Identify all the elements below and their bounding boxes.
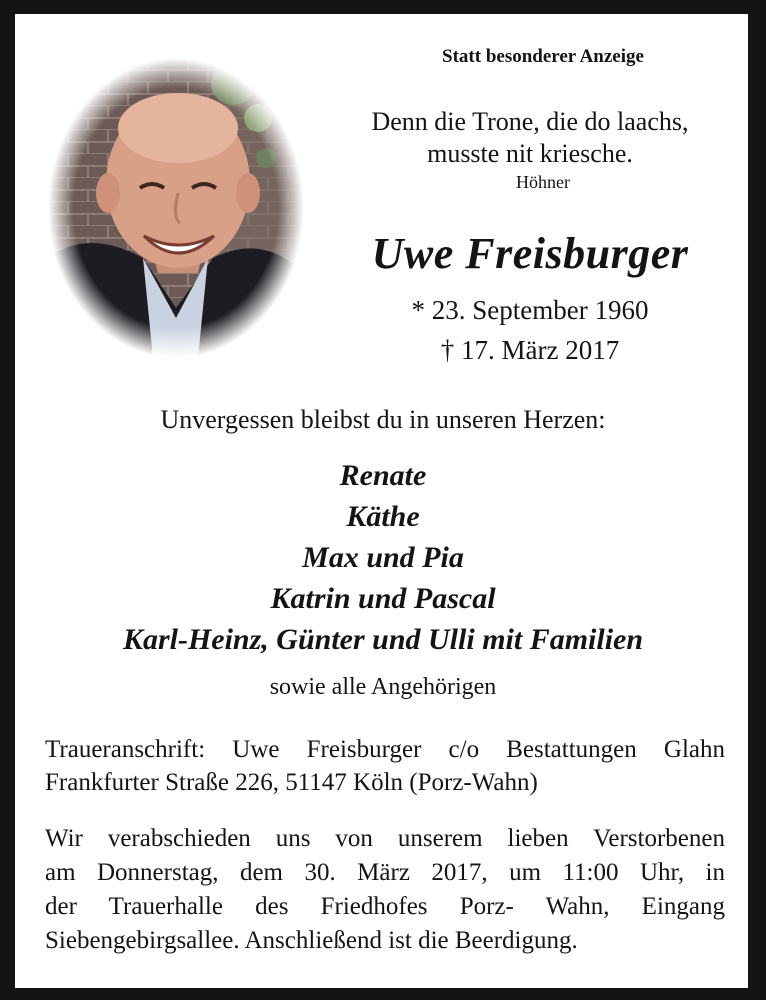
deceased-name: Uwe Freisburger bbox=[371, 229, 689, 278]
ceremony-line-2: am Donnerstag, dem 30. März 2017, um 11:00 Uhr, in bbox=[45, 859, 725, 886]
ceremony-text bbox=[45, 822, 725, 958]
header-note: Statt besonderer Anzeige bbox=[442, 46, 644, 67]
mourner: Renate bbox=[339, 459, 427, 492]
quote-line-2: musste nit kriesche. bbox=[427, 139, 633, 168]
birth-date: * 23. September 1960 bbox=[411, 295, 649, 325]
ceremony-line-4: Siebengebirgsallee. Anschließend ist die Beerdigung. bbox=[45, 927, 578, 954]
ceremony-line-1: Wir verabschieden uns von unserem lieben Verstorbenen bbox=[45, 825, 725, 852]
quote-line-1: Denn die Trone, die do laachs, bbox=[371, 107, 689, 136]
portrait-photo bbox=[48, 58, 304, 358]
funeral-address bbox=[45, 733, 725, 799]
quote bbox=[330, 106, 730, 170]
relatives-line: sowie alle Angehörigen bbox=[269, 674, 497, 700]
address-line-2: Frankfurter Straße 226, 51147 Köln (Porz-Wahn) bbox=[45, 769, 538, 796]
mourner: Käthe bbox=[346, 500, 420, 533]
quote-author: Höhner bbox=[516, 172, 570, 192]
remembrance-line: Unvergessen bleibst du in unseren Herzen: bbox=[160, 405, 606, 434]
mourners-list bbox=[20, 455, 746, 660]
death-date: † 17. März 2017 bbox=[440, 335, 620, 365]
mourner: Katrin und Pascal bbox=[270, 582, 496, 615]
address-line-1: Traueranschrift: Uwe Freisburger c/o Bestattungen Glahn bbox=[45, 736, 725, 763]
mourner: Max und Pia bbox=[302, 541, 464, 574]
mourner: Karl-Heinz, Günter und Ulli mit Familien bbox=[122, 623, 644, 656]
ceremony-line-3: der Trauerhalle des Friedhofes Porz- Wahn, Eingang bbox=[45, 893, 725, 920]
